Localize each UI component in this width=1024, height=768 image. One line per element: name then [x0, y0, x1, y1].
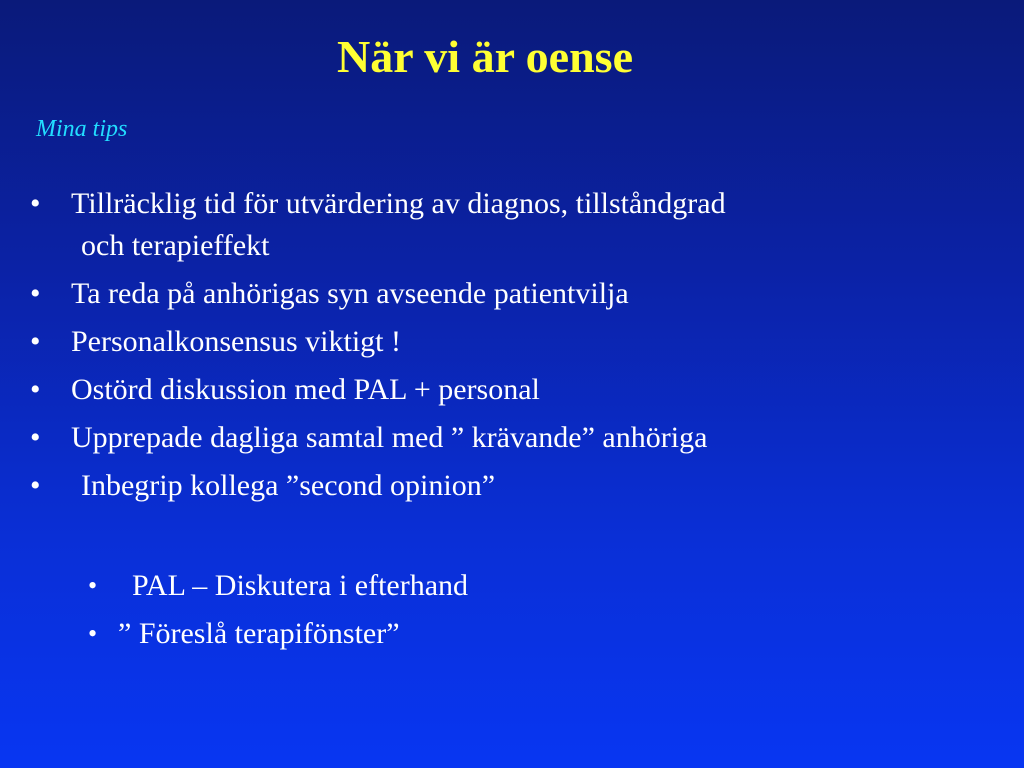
- sub-bullet-text: ” Föreslå terapifönster”: [118, 617, 400, 650]
- bullet-dot: •: [30, 187, 41, 220]
- bullet-list: [0, 180, 1024, 510]
- bullet-item: [0, 180, 1024, 270]
- sub-bullet-item: [0, 562, 1024, 610]
- sub-bullet-list: [0, 562, 1024, 658]
- bullet-item: [0, 366, 1024, 414]
- bullet-dot: •: [30, 277, 41, 310]
- sub-bullet-item: [0, 610, 1024, 658]
- bullet-dot: •: [88, 571, 98, 600]
- bullet-text: Ta reda på anhörigas syn avseende patientvilja: [71, 277, 629, 310]
- bullet-item: [0, 270, 1024, 318]
- sub-bullet-text: PAL – Diskutera i efterhand: [132, 569, 469, 602]
- bullet-dot: •: [30, 373, 41, 406]
- bullet-text: Ostörd diskussion med PAL + personal: [71, 373, 540, 406]
- bullet-item: [0, 414, 1024, 462]
- bullet-text: Upprepade dagliga samtal med ” krävande” anhöriga: [71, 421, 708, 454]
- bullet-text-continuation: och terapieffekt: [81, 229, 270, 262]
- bullet-dot: •: [30, 469, 41, 502]
- bullet-item: [0, 462, 1024, 510]
- bullet-dot: •: [88, 619, 98, 648]
- slide-title: När vi är oense: [337, 31, 633, 82]
- bullet-item: [0, 318, 1024, 366]
- slide-subtitle: Mina tips: [36, 116, 128, 142]
- bullet-dot: •: [30, 325, 41, 358]
- bullet-text: Tillräcklig tid för utvärdering av diagnos, tillståndgrad: [71, 187, 726, 220]
- bullet-text: Personalkonsensus viktigt !: [71, 325, 401, 358]
- bullet-text: Inbegrip kollega ”second opinion”: [81, 469, 496, 502]
- bullet-dot: •: [30, 421, 41, 454]
